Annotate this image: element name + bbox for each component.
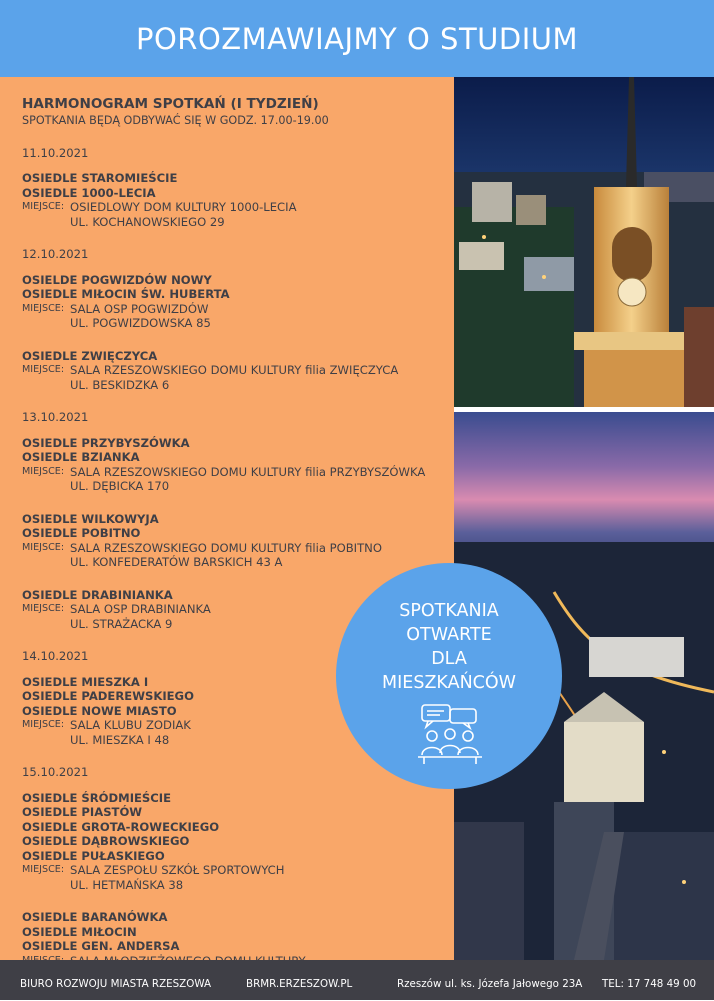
estate-name: OSIEDLE STAROMIEŚCIE — [22, 171, 178, 185]
badge-text — [336, 599, 562, 695]
meeting-address: UL. BESKIDZKA 6 — [70, 377, 170, 392]
schedule-subtitle: SPOTKANIA BĘDĄ ODBYWAĆ SIĘ W GODZ. 17.00-19.00 — [22, 114, 329, 127]
estate-name: OSIEDLE GROTA-ROWECKIEGO — [22, 819, 220, 834]
meeting-address-row — [22, 215, 452, 230]
meeting-address-row — [22, 479, 452, 494]
place-label: MIEJSCE: — [22, 719, 65, 730]
badge-line: DLA — [431, 649, 467, 669]
meeting-entry — [22, 436, 452, 494]
footer-address: Rzeszów ul. ks. Józefa Jałowego 23A — [397, 978, 583, 990]
meeting-people-icon — [416, 703, 484, 765]
estate-name: OSIEDLE PADEREWSKIEGO — [22, 689, 194, 703]
meeting-entry — [22, 349, 452, 393]
schedule-days — [22, 146, 452, 983]
badge-line: OTWARTE — [406, 625, 492, 645]
estate-name: OSIEDLE NOWE MIASTO — [22, 703, 177, 718]
estate-name: OSIEDLE DĄBROWSKIEGO — [22, 834, 190, 848]
footer-org: BIURO ROZWOJU MIASTA RZESZOWA — [20, 978, 211, 990]
meeting-place: OSIEDLOWY DOM KULTURY 1000-LECIA — [70, 200, 297, 214]
page-title: POROZMAWIAJMY O STUDIUM — [135, 21, 579, 56]
meeting-address: UL. KOCHANOWSKIEGO 29 — [70, 214, 225, 229]
meeting-address: UL. POGWIZDOWSKA 85 — [70, 316, 211, 330]
place-label: MIEJSCE: — [22, 364, 65, 375]
place-label: MIEJSCE: — [22, 541, 65, 553]
meeting-place-row — [22, 200, 452, 215]
meeting-place-row — [22, 465, 452, 480]
badge-line: MIESZKAŃCÓW — [382, 673, 516, 693]
estate-name: OSIEDLE MIŁOCIN ŚW. HUBERTA — [22, 287, 230, 301]
footer-website[interactable]: BRMR.ERZESZOW.PL — [246, 978, 353, 990]
meeting-place-row — [22, 363, 452, 378]
meeting-place: SALA OSP DRABINIANKA — [70, 602, 211, 616]
meeting-place-row — [22, 302, 452, 317]
estate-name: OSIELDE POGWIZDÓW NOWY — [22, 272, 212, 287]
estate-name: OSIEDLE 1000-LECIA — [22, 185, 156, 200]
estate-name: OSIEDLE WILKOWYJA — [22, 511, 159, 526]
estate-name: OSIEDLE POBITNO — [22, 526, 141, 540]
badge-line: SPOTKANIA — [399, 601, 499, 621]
meeting-entry — [22, 273, 452, 331]
tower-night-photo — [454, 77, 714, 407]
photo-column — [454, 77, 714, 960]
meeting-date: 12.10.2021 — [22, 247, 89, 261]
open-meetings-badge — [336, 563, 562, 789]
place-label: MIEJSCE: — [22, 201, 65, 212]
tower-night-illustration — [454, 77, 714, 407]
estate-name: OSIEDLE BARANÓWKA — [22, 910, 168, 924]
place-label: MIEJSCE: — [22, 302, 65, 314]
meeting-place-row — [22, 863, 452, 878]
meeting-entry — [22, 171, 452, 229]
schedule-title: HARMONOGRAM SPOTKAŃ (I TYDZIEŃ) — [22, 96, 319, 112]
estate-name: OSIEDLE DRABINIANKA — [22, 587, 173, 602]
meeting-address-row — [22, 878, 452, 893]
estate-name: OSIEDLE PRZYBYSZÓWKA — [22, 435, 190, 450]
meeting-date: 13.10.2021 — [22, 410, 89, 424]
meeting-place: SALA RZESZOWSKIEGO DOMU KULTURY filia ZWIĘCZYCA — [70, 363, 399, 377]
meeting-address: UL. MIESZKA I 48 — [70, 732, 170, 747]
place-label: MIEJSCE: — [22, 603, 65, 614]
meeting-place: SALA RZESZOWSKIEGO DOMU KULTURY filia POBITNO — [70, 540, 382, 555]
meeting-date: 11.10.2021 — [22, 145, 89, 160]
meeting-date: 14.10.2021 — [22, 649, 89, 663]
estate-name: OSIEDLE PUŁASKIEGO — [22, 848, 165, 863]
header-banner — [0, 0, 714, 77]
estate-name: OSIEDLE ZWIĘCZYCA — [22, 348, 158, 363]
meeting-address-row — [22, 555, 452, 570]
estate-name: OSIEDLE PIASTÓW — [22, 805, 143, 819]
meeting-place: SALA KLUBU ZODIAK — [70, 718, 191, 732]
meeting-entry — [22, 791, 452, 893]
meeting-place: SALA RZESZOWSKIEGO DOMU KULTURY filia PRZYBYSZÓWKA — [70, 464, 426, 479]
meeting-place-row — [22, 541, 452, 556]
footer-phone: TEL: 17 748 49 00 — [602, 978, 697, 990]
meeting-address: UL. HETMAŃSKA 38 — [70, 877, 184, 892]
schedule-content — [22, 96, 452, 1001]
meeting-address: UL. STRAŻACKA 9 — [70, 616, 173, 631]
meeting-address: UL. KONFEDERATÓW BARSKICH 43 A — [70, 555, 283, 569]
meeting-place: SALA ZESPOŁU SZKÓŁ SPORTOWYCH — [70, 863, 285, 877]
place-label: MIEJSCE: — [22, 864, 65, 875]
meeting-address: UL. DĘBICKA 170 — [70, 479, 170, 493]
estate-name: OSIEDLE ŚRÓDMIEŚCIE — [22, 790, 172, 805]
estate-name: OSIEDLE BZIANKA — [22, 450, 140, 464]
meeting-date: 15.10.2021 — [22, 765, 89, 779]
meeting-place: SALA OSP POGWIZDÓW — [70, 301, 209, 316]
estate-name: OSIEDLE GEN. ANDERSA — [22, 939, 180, 953]
meeting-entry — [22, 512, 452, 570]
footer — [0, 960, 714, 1000]
meeting-address-row — [22, 378, 452, 393]
estate-name: OSIEDLE MIESZKA I — [22, 674, 149, 689]
place-label: MIEJSCE: — [22, 465, 65, 477]
meeting-address-row — [22, 316, 452, 331]
estate-name: OSIEDLE MIŁOCIN — [22, 924, 137, 939]
